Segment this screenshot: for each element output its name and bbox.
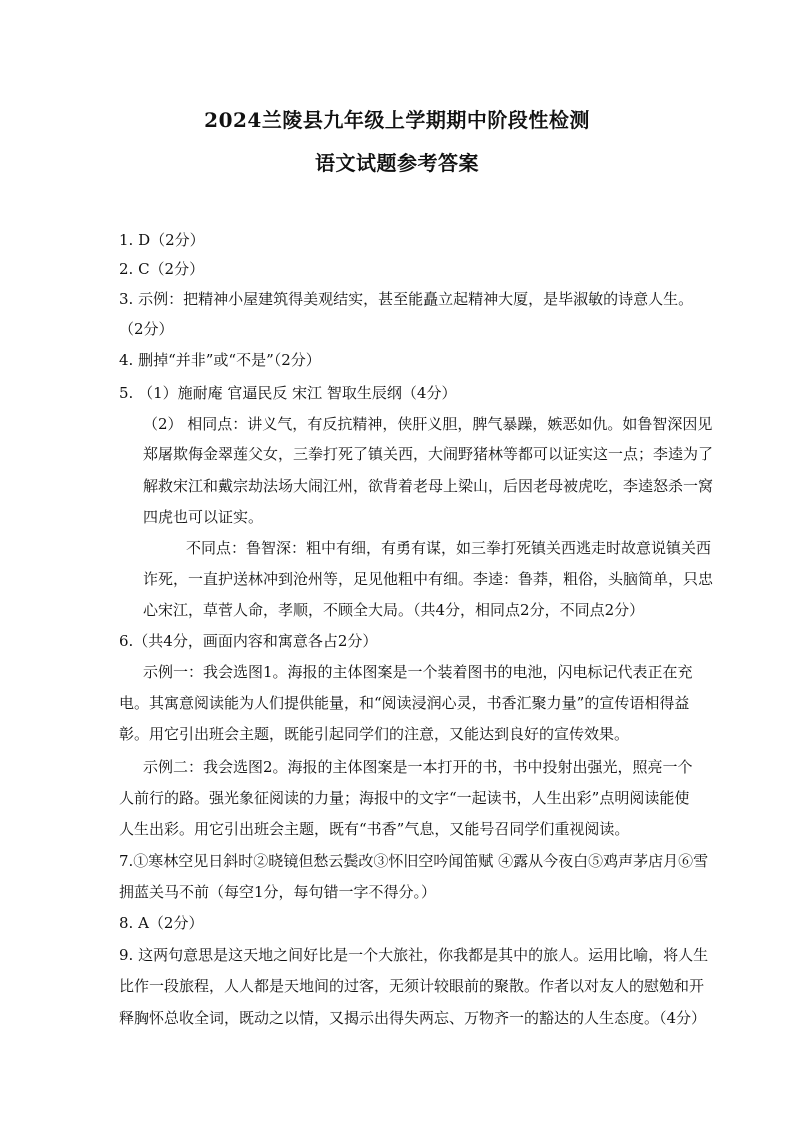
answer-6-example2-line1: 示例二：我会选图2。海报的主体图案是一本打开的书，书中投射出强光，照亮一个 — [143, 758, 693, 776]
answer-1: 1. D（2分） — [119, 231, 205, 249]
answer-6-example1-line1: 示例一：我会选图1。海报的主体图案是一个装着图书的电池，闪电标记代表正在充 — [143, 663, 693, 681]
answer-3-score: （2分） — [119, 320, 174, 338]
answer-5-part1: 5. （1）施耐庵 官逼民反 宋江 智取生辰纲（4分） — [119, 384, 457, 402]
answer-5-diff-line3: 心宋江，草菅人命，孝顺，不顾全大局。（共4分，相同点2分，不同点2分） — [143, 601, 645, 619]
answer-8: 8. A（2分） — [119, 914, 204, 932]
answer-2: 2. C（2分） — [119, 260, 205, 278]
answer-7-line2: 拥蓝关马不前（每空1分，每句错一字不得分。） — [119, 883, 437, 901]
answer-5-diff-line2: 诈死，一直护送林冲到沧州等，足见他粗中有细。李逵：鲁莽，粗俗，头脑简单，只忠 — [143, 570, 714, 588]
answer-6-example1-line3: 彰。用它引出班会主题，既能引起同学们的注意，又能达到良好的宣传效果。 — [119, 725, 630, 743]
answer-9-line1: 9. 这两句意思是这天地之间好比是一个大旅社，你我都是其中的旅人。运用比喻，将人生 — [119, 946, 709, 964]
answer-6-example1-line2: 电。其寓意阅读能为人们提供能量，和“阅读浸润心灵，书香汇聚力量”的宣传语相得益 — [119, 694, 690, 712]
answer-3: 3. 示例：把精神小屋建筑得美观结实，甚至能矗立起精神大厦，是毕淑敏的诗意人生。 — [119, 290, 694, 308]
answer-6-header: 6.（共4分，画面内容和寓意各占2分） — [119, 632, 378, 650]
answer-9-line3: 释胸怀总收全词，既动之以情，又揭示出得失两忘、万物齐一的豁达的人生态度。（4分） — [119, 1009, 707, 1027]
answer-5-part2-line2: 郑屠欺侮金翠莲父女，三拳打死了镇关西，大闹野猪林等都可以证实这一点；李逵为了 — [143, 445, 714, 463]
answer-7-line1: 7.①寒林空见日斜时②晓镜但愁云鬓改③怀旧空吟闻笛赋 ④露从今夜白⑤鸡声茅店月⑥雪 — [119, 852, 709, 870]
title-line-2: 语文试题参考答案 — [315, 151, 479, 175]
answer-5-diff-line1: 不同点：鲁智深：粗中有细，有勇有谋，如三拳打死镇关西逃走时故意说镇关西 — [186, 539, 712, 557]
title-line-1: 2024兰陵县九年级上学期期中阶段性检测 — [204, 108, 590, 132]
answer-5-part2-line3: 解救宋江和戴宗劫法场大闹江州，欲背着老母上梁山，后因老母被虎吃，李逵怒杀一窝 — [143, 477, 714, 495]
answer-5-part2-line4: 四虎也可以证实。 — [143, 508, 264, 526]
answer-6-example2-line3: 人生出彩。用它引出班会主题，既有“书香”气息，又能号召同学们重视阅读。 — [119, 820, 630, 838]
answer-9-line2: 比作一段旅程，人人都是天地间的过客，无须计较眼前的聚散。作者以对友人的慰勉和开 — [119, 977, 705, 995]
answer-5-part2-line1: （2） 相同点：讲义气，有反抗精神，侠肝义胆，脾气暴躁，嫉恶如仇。如鲁智深因见 — [143, 415, 713, 433]
answer-6-example2-line2: 人前行的路。强光象征阅读的力量；海报中的文字“一起读书，人生出彩”点明阅读能使 — [119, 789, 690, 807]
answer-4: 4. 删掉“并非”或“不是”（2分） — [119, 351, 321, 369]
